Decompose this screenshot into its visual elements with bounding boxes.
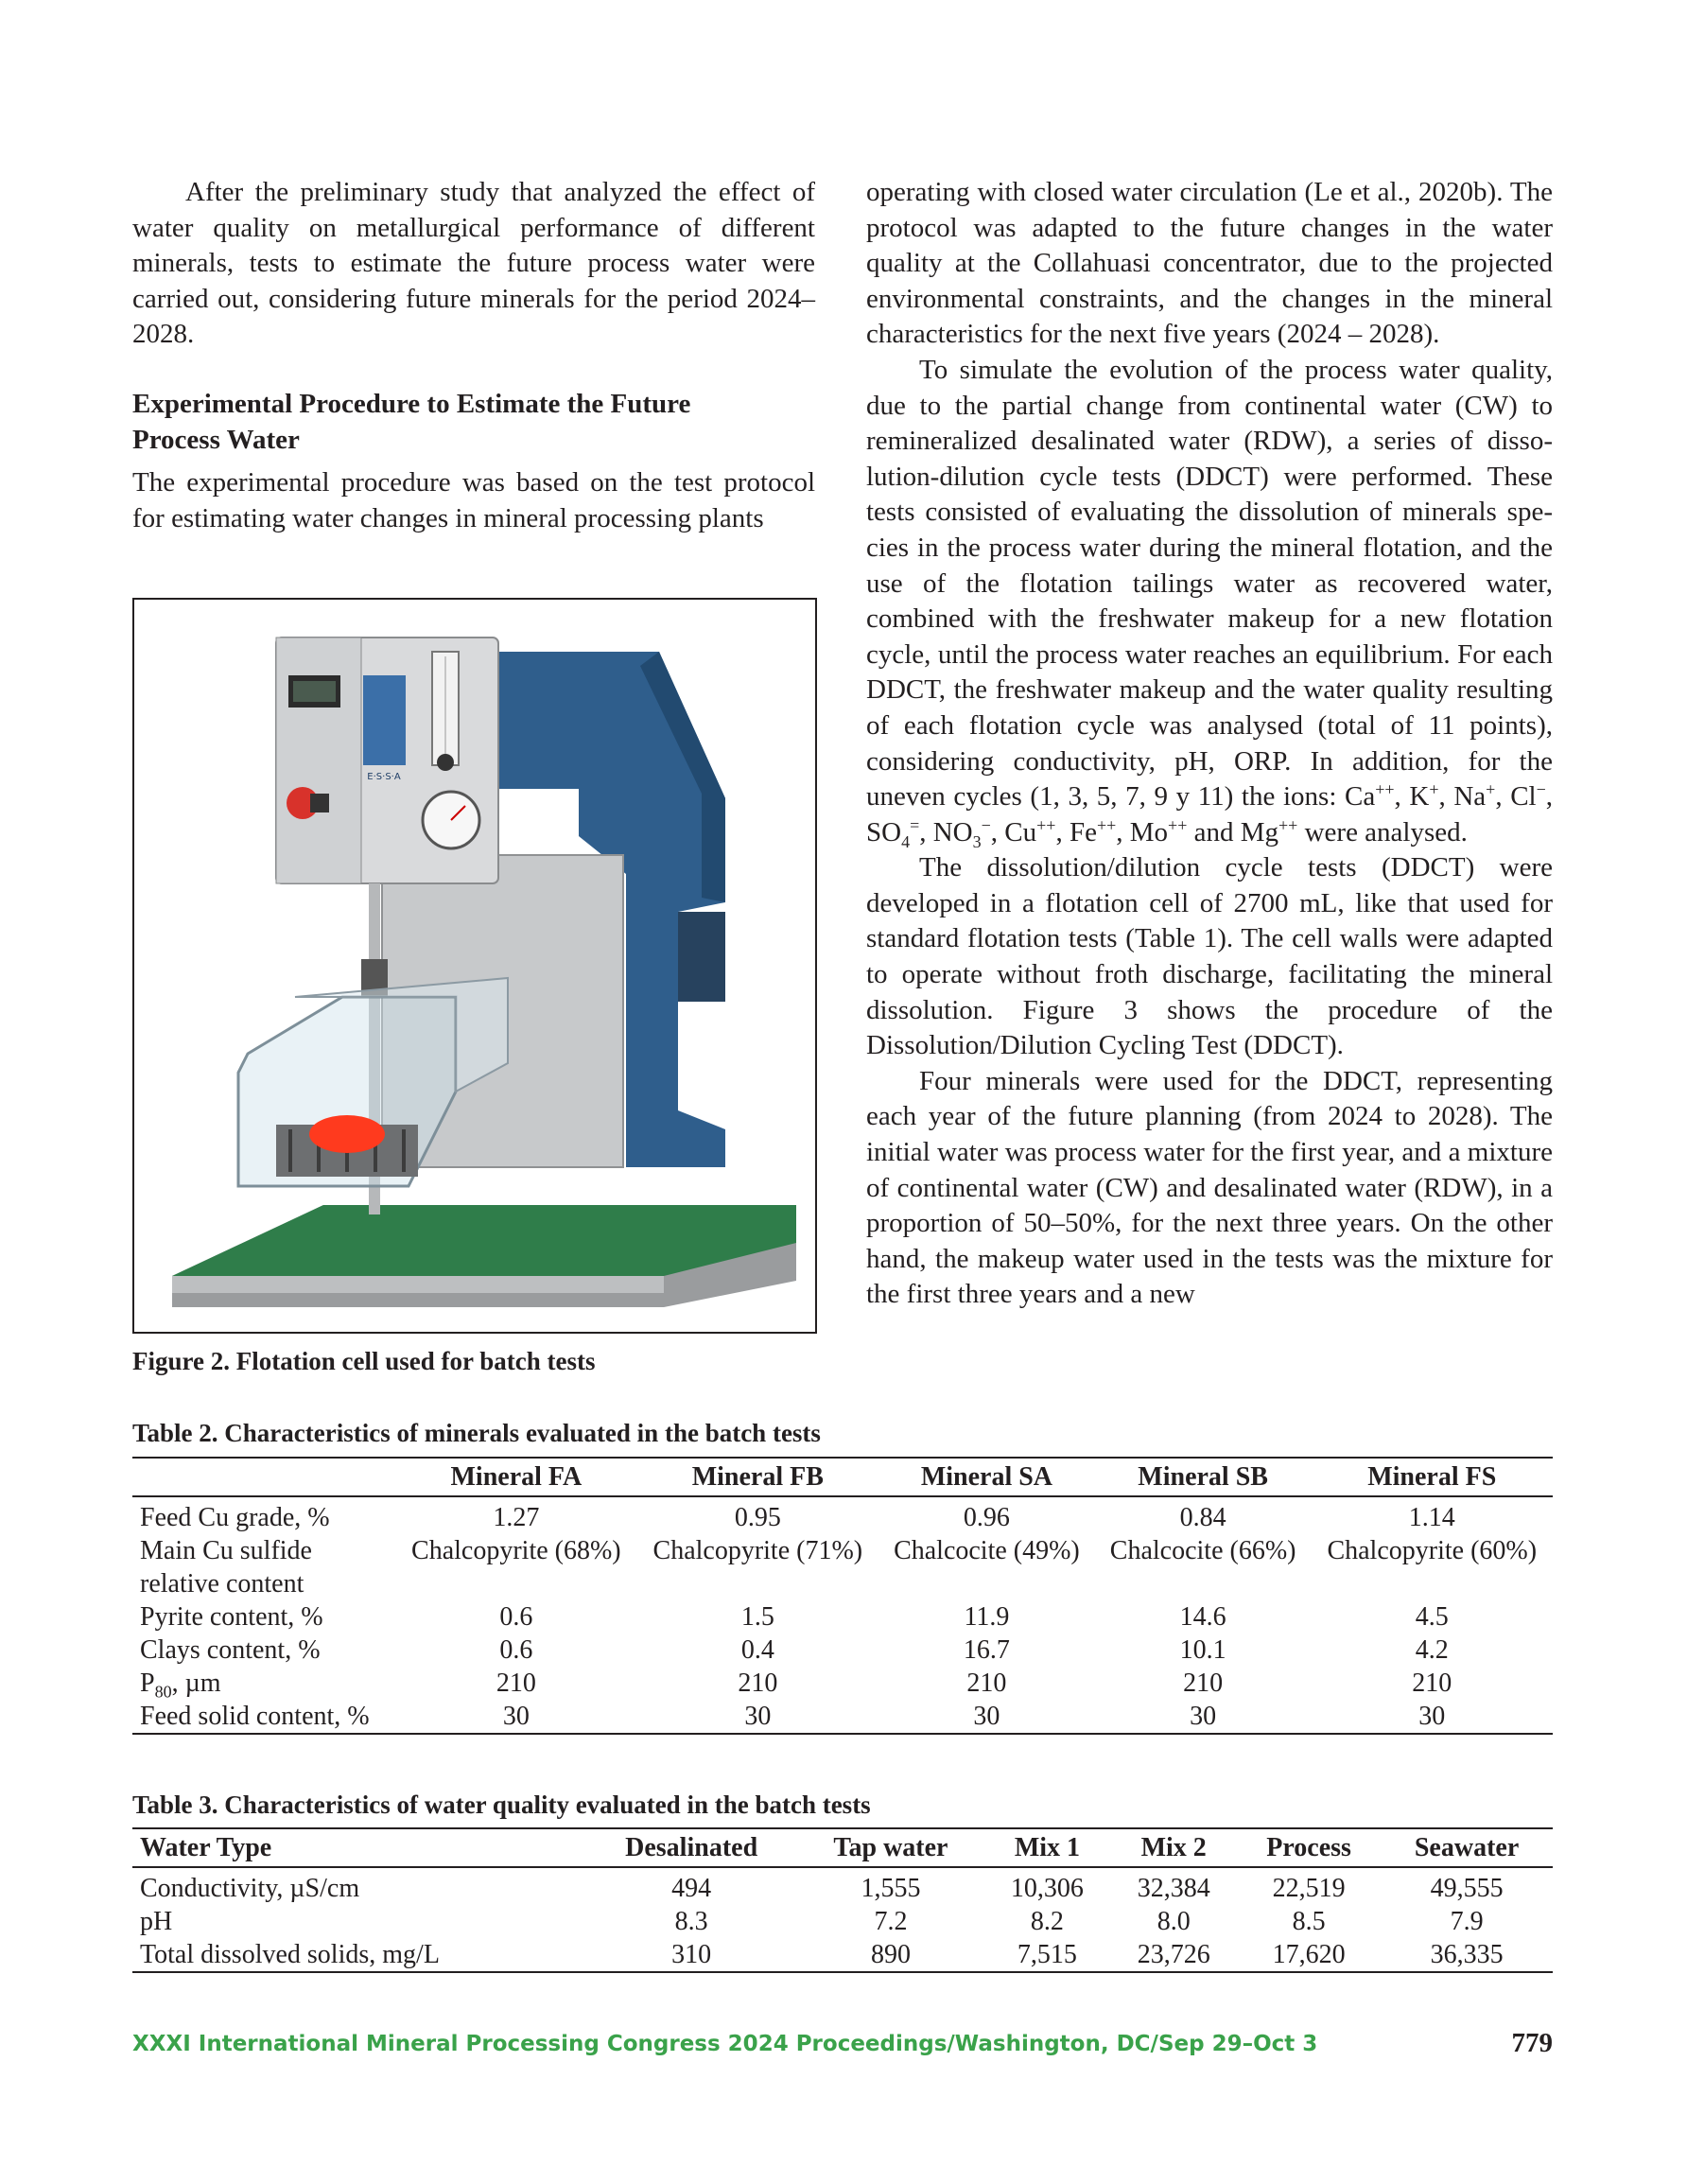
table-cell: 17,620: [1272, 1940, 1346, 1969]
figure-frame: [132, 598, 817, 1334]
table-cell: 10.1: [1179, 1635, 1226, 1665]
table-cell: 1.5: [740, 1602, 774, 1632]
ion-name: , Cl: [1495, 781, 1537, 812]
ion-name: , Na: [1438, 781, 1487, 812]
table-cell: 0.96: [963, 1503, 1010, 1532]
ion-name: , NO: [919, 816, 973, 847]
table-header-cell: Seawater: [1414, 1833, 1520, 1862]
ion-charge: −: [1536, 779, 1546, 799]
flotation-cell-image: [134, 600, 815, 1332]
row-label-tail: , µm: [171, 1669, 221, 1698]
table-header-cell: Mix 2: [1140, 1833, 1207, 1862]
table-cell: 0.6: [499, 1635, 533, 1665]
minerals-paragraph: Four minerals were used for the DDCT, representing each year of the future planning (from 2024 to 2028). The initial water was process water for the first year, and a mixture of continental water (CW) and desalinated water (RDW), in a proportion of 50–50%, for the next three years. On the other hand, the makeup water used in the tests was the mixture for the first three years and a new: [866, 1065, 1553, 1310]
row-label: relative content: [140, 1569, 304, 1599]
figure-caption: Figure 2. Flotation cell used for batch tests: [132, 1347, 596, 1375]
section-heading-line2: Process Water: [132, 424, 300, 455]
ion-charge: ++: [1036, 815, 1056, 835]
right-column: [866, 175, 1553, 1313]
table-cell: 210: [738, 1669, 778, 1698]
ddct-text: To simulate the evolution of the process water quality, due to the partial change from continental water (CW) to remineralized desalinated water (RDW), a series of dissolution-dilution cycle tests (DDCT) were performed. These tests consisted of evaluating the dissolution of minerals species in the process water during the mineral flotation, and the use of the flotation tailings water as recovered water, combined with the freshwater makeup for a new flotation cycle, until the process water reaches an equilibrium. For each DDCT, the freshwater makeup and the water quality resulting of each flotation cycle was analysed (total of 11 points), considering conductivity, pH, ORP. In addition, for the uneven cycles (1, 3, 5, 7, 9 y 11) the ions: Ca: [866, 354, 1553, 812]
table-row: [132, 1867, 1553, 1905]
table-cell: 310: [671, 1940, 712, 1969]
table-cell: 4.2: [1415, 1635, 1449, 1665]
table-cell: Chalcopyrite (71%): [652, 1536, 863, 1565]
section-heading: [132, 387, 815, 458]
table-cell: Chalcocite (49%): [894, 1536, 1080, 1565]
table-cell: 7.2: [874, 1907, 908, 1936]
table-cell: 0.95: [734, 1503, 781, 1532]
table-header-cell: Mineral FS: [1367, 1462, 1497, 1492]
table2-caption: Table 2. Characteristics of minerals evaluated in the batch tests: [132, 1419, 821, 1447]
table-cell: 1,555: [861, 1874, 921, 1903]
table-cell: 210: [966, 1669, 1007, 1698]
table-header-cell: Mineral SB: [1138, 1462, 1268, 1492]
ion-name: , K: [1394, 781, 1430, 812]
table-cell: 7.9: [1450, 1907, 1484, 1936]
row-label-subscript: 80: [154, 1682, 172, 1702]
row-label: Feed Cu grade, %: [140, 1503, 330, 1532]
ion-charge: ++: [1375, 779, 1395, 799]
table-header-cell: Process: [1266, 1833, 1351, 1862]
table-cell: [637, 1567, 878, 1600]
table-header-cell: Water Type: [140, 1833, 272, 1862]
cell-paragraph: The dissolution/dilution cycle tests (DDCT) were developed in a flotation cell of 2700 mL, like that used for standard flotation tests (Table 1). The cell walls were adapted to operate without froth discharge, facilitating the mineral dissolution. Figure 3 shows the procedure of the Dissolution/Dilution Cycling Test (DDCT).: [866, 852, 1553, 1061]
section-heading-line1: Experimental Procedure to Estimate the Future: [132, 388, 691, 419]
table-cell: Chalcopyrite (60%): [1327, 1536, 1538, 1565]
table-header-cell: Desalinated: [625, 1833, 758, 1862]
table-cell: 0.6: [499, 1602, 533, 1632]
ion-charge: −: [981, 815, 991, 835]
table-row: [132, 1600, 1553, 1634]
table-cell: 16.7: [963, 1635, 1010, 1665]
ion-name: , SO: [866, 781, 1553, 847]
table-header-cell: Tap water: [833, 1833, 948, 1862]
table-cell: Chalcopyrite (68%): [411, 1536, 621, 1565]
table-cell: 30: [973, 1702, 1000, 1731]
table-cell: 8.0: [1157, 1907, 1191, 1936]
table-cell: 1.14: [1408, 1503, 1455, 1532]
row-label: Clays content, %: [140, 1635, 321, 1665]
table-row: [132, 1667, 1553, 1700]
ion-name: , Cu: [990, 816, 1037, 847]
table-cell: 494: [671, 1874, 712, 1903]
table-cell: 0.4: [740, 1635, 774, 1665]
intro-paragraph: After the preliminary study that analyzed the effect of water quality on metallurgical performance of different minerals, tests to estimate the future process water were carried out, considering future minerals for the period 2024–2028.: [132, 177, 815, 350]
table-cell: 30: [1418, 1702, 1446, 1731]
row-label: Total dissolved solids, mg/L: [140, 1940, 440, 1969]
table-cell: 22,519: [1272, 1874, 1346, 1903]
row-label: pH: [140, 1907, 173, 1936]
ion-charge: +: [1486, 779, 1496, 799]
table-cell: 11.9: [964, 1602, 1010, 1632]
table-header-cell: [132, 1458, 395, 1496]
left-column: [132, 175, 815, 536]
table-cell: 23,726: [1137, 1940, 1210, 1969]
table-row: [132, 1938, 1553, 1972]
table-cell: 49,555: [1430, 1874, 1504, 1903]
ion-charge: ++: [1096, 815, 1117, 835]
table-row: [132, 1567, 1553, 1600]
table-header-row: [132, 1458, 1553, 1496]
table-row: [132, 1496, 1553, 1534]
table-cell: 30: [1190, 1702, 1217, 1731]
table-header-cell: Mineral FB: [691, 1462, 824, 1492]
table-cell: 30: [502, 1702, 530, 1731]
ion-subscript: 4: [901, 831, 911, 851]
table-cell: [878, 1567, 1095, 1600]
table-row: [132, 1905, 1553, 1938]
table-cell: 0.84: [1179, 1503, 1226, 1532]
table-cell: [395, 1567, 636, 1600]
table-cell: 890: [870, 1940, 911, 1969]
table-header-row: [132, 1828, 1553, 1867]
table-cell: 36,335: [1430, 1940, 1504, 1969]
ion-name: , Fe: [1055, 816, 1097, 847]
table-cell: [1095, 1567, 1312, 1600]
table-cell: 7,515: [1017, 1940, 1077, 1969]
machine-logo-text: E·S·S·A: [367, 772, 401, 782]
ion-charge: =: [910, 815, 920, 835]
table-header-cell: Mineral SA: [920, 1462, 1053, 1492]
table-cell: 14.6: [1179, 1602, 1226, 1632]
table-row: [132, 1700, 1553, 1734]
table-row: [132, 1634, 1553, 1667]
row-label: [132, 1667, 395, 1700]
table-cell: 210: [1183, 1669, 1224, 1698]
table-cell: 210: [1412, 1669, 1452, 1698]
table-row: [132, 1534, 1553, 1567]
table-cell: 8.3: [674, 1907, 708, 1936]
red-impeller: [309, 1115, 385, 1153]
ion-name: , Mo: [1116, 816, 1169, 847]
ion-charge: +: [1429, 779, 1439, 799]
table-header-cell: Mix 1: [1014, 1833, 1081, 1862]
protocol-paragraph: operating with closed water circulation (Le et al., 2020b). The protocol was adapted to the future changes in the water quality at the Collahuasi concentrator, due to the projected environmental constraints, and the changes in the mineral characteristics for the next five years (2024 – 2028).: [866, 177, 1553, 350]
procedure-paragraph: The experimental procedure was based on the test protocol for estimating water changes in mineral processing plants: [132, 467, 815, 533]
table-cell: 210: [496, 1669, 536, 1698]
row-label-main: P: [140, 1669, 155, 1698]
table-cell: 8.2: [1030, 1907, 1064, 1936]
row-label: Pyrite content, %: [140, 1602, 323, 1632]
table3-caption: Table 3. Characteristics of water quality evaluated in the batch tests: [132, 1791, 871, 1819]
row-label: Conductivity, µS/cm: [140, 1874, 360, 1903]
ion-charge: ++: [1278, 815, 1298, 835]
motor-block: [678, 912, 725, 1002]
table-cell: 4.5: [1415, 1602, 1449, 1632]
table-cell: 32,384: [1137, 1874, 1210, 1903]
table-cell: Chalcocite (66%): [1109, 1536, 1296, 1565]
ion-name: and Mg: [1187, 816, 1279, 847]
ion-subscript: 3: [972, 831, 982, 851]
page-number: 779: [1511, 2028, 1553, 2058]
table-cell: 10,306: [1010, 1874, 1084, 1903]
table-cell: [1312, 1567, 1554, 1600]
table-cell: 30: [744, 1702, 772, 1731]
table2: [132, 1457, 1553, 1735]
table-header-cell: Mineral FA: [450, 1462, 583, 1492]
table-cell: 1.27: [493, 1503, 540, 1532]
table-cell: 8.5: [1292, 1907, 1326, 1936]
ddct-paragraph: [866, 353, 1553, 850]
table3: [132, 1827, 1553, 1973]
ion-charge: ++: [1168, 815, 1188, 835]
row-label: Feed solid content, %: [140, 1702, 370, 1731]
row-label: Main Cu sulfide: [140, 1536, 312, 1565]
footer-text: XXXI International Mineral Processing Congress 2024 Proceedings/Washington, DC/Sep 29–Oct 3: [132, 2032, 1318, 2056]
ddct-text-tail: were analysed.: [1297, 816, 1468, 847]
